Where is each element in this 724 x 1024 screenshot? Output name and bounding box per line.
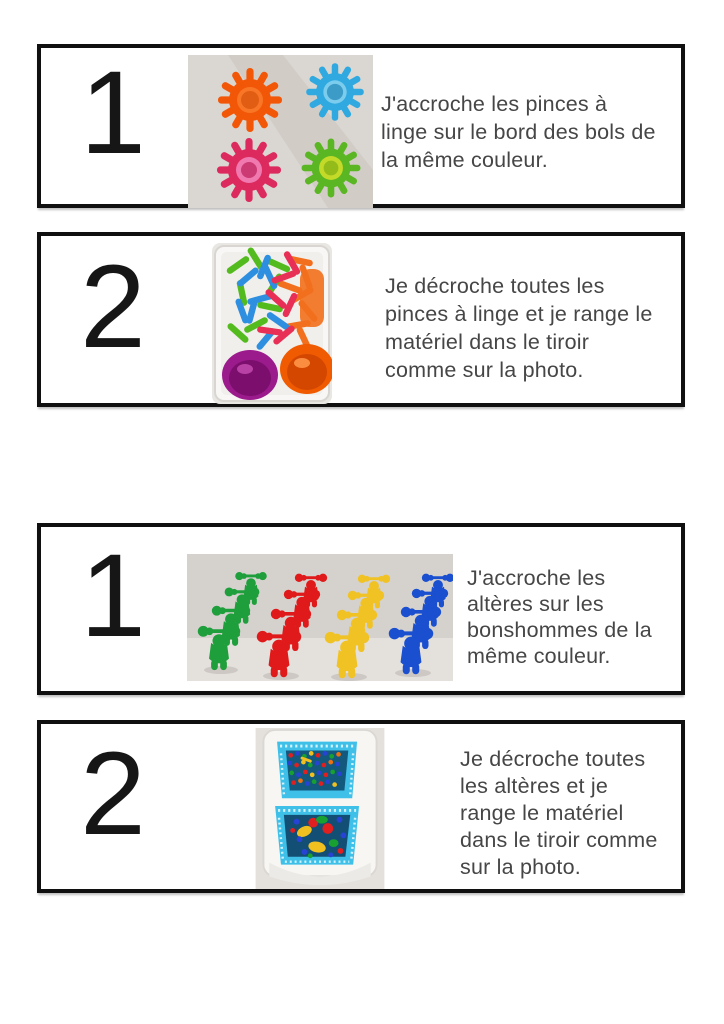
instruction-text [385, 272, 653, 384]
activity-card-3 [37, 523, 685, 695]
basket-with-figures [275, 806, 359, 865]
step-number: 2 [80, 727, 144, 860]
step-number: 2 [80, 240, 144, 373]
instruction-text [467, 565, 652, 669]
basket-with-small-pegs [277, 742, 357, 799]
instruction-line: dans le tiroir comme [460, 828, 658, 852]
instruction-line: Je décroche toutes les [385, 274, 605, 298]
activity-card-4 [37, 720, 685, 893]
instruction-line: les altères et je [460, 774, 609, 798]
dumbbell-figures-illustration [187, 554, 453, 681]
orange-bowl [280, 344, 332, 394]
activity-photo [212, 243, 332, 404]
activity-photo [188, 55, 373, 208]
step-number: 1 [80, 530, 144, 662]
instruction-line: matériel dans le tiroir [385, 330, 590, 354]
activity-photo [187, 554, 453, 681]
drawer-baskets-illustration [254, 728, 386, 889]
clothespin-bowls-illustration [188, 55, 373, 208]
instruction-line: altères sur les [467, 592, 604, 616]
step-number: 1 [80, 47, 144, 179]
instruction-line: pinces à linge et je range le [385, 302, 653, 326]
instruction-line: la même couleur. [381, 148, 548, 172]
purple-bowl [222, 350, 278, 400]
instruction-line: J'accroche les pinces à [381, 92, 608, 116]
instruction-line: range le matériel [460, 801, 624, 825]
activity-card-2 [37, 232, 685, 407]
instruction-line: sur la photo. [460, 855, 581, 879]
instruction-line: linge sur le bord des bols de [381, 120, 656, 144]
instruction-line: J'accroche les [467, 566, 606, 590]
activity-card-1 [37, 44, 685, 208]
instruction-text [381, 90, 656, 174]
instruction-line: comme sur la photo. [385, 358, 584, 382]
instruction-line: Je décroche toutes [460, 747, 646, 771]
activity-photo [254, 728, 386, 889]
instruction-text [460, 746, 658, 881]
instruction-line: même couleur. [467, 644, 611, 668]
drawer-clothespins-illustration [212, 243, 332, 404]
instruction-line: bonshommes de la [467, 618, 652, 642]
